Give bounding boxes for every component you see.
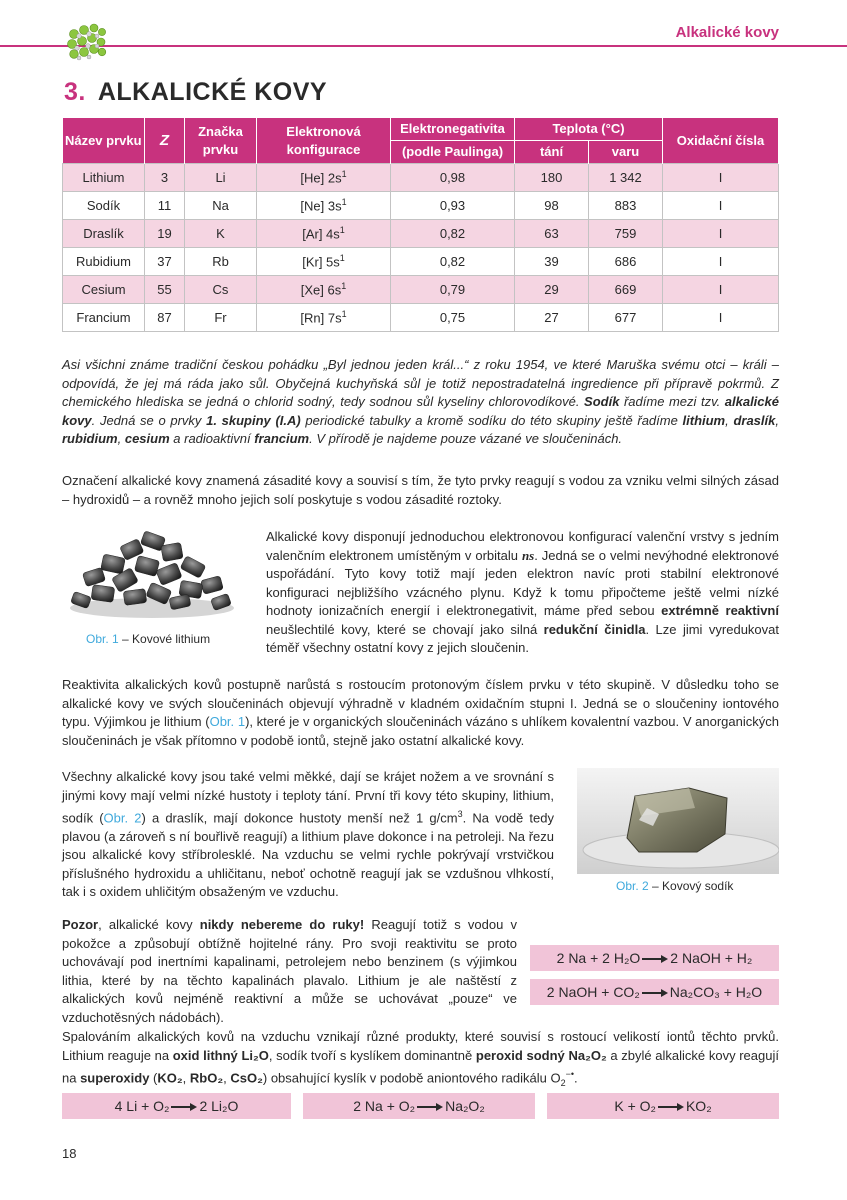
- cell-symbol: K: [185, 220, 257, 248]
- col-z: Z: [145, 118, 185, 164]
- col-name: Název prvku: [63, 118, 145, 164]
- warning-paragraph: Pozor, alkalické kovy nikdy nebereme do ruky! Reagují totiž s vodou v pokožce a způsobují obtížně hojitelné rány. Pro svoji reaktivitu se proto uchovávají pod inertními kapalinami, petrolejem nebo benzinem (s výjimkou lithia, které by na těchto kapalinách plavalo. Lithium je ale naštěstí z alkalických kovů nejméně reaktivní a může se uchovávat „pouze“ ve vzduchotěsných nádobách).: [62, 917, 517, 1025]
- chapter-heading: ALKALICKÉ KOVY: [97, 78, 328, 106]
- cell-config: [Xe] $6s^1$: [257, 276, 391, 304]
- table-row: [63, 248, 779, 276]
- cell-z: 3: [145, 164, 185, 192]
- col-melt: tání: [515, 141, 589, 164]
- col-ox: Oxidační čísla: [663, 118, 779, 164]
- equation-lithium-oxygen: 4 Li + O₂ 2 Li₂O: [62, 1093, 291, 1119]
- page-number: 18: [62, 1146, 77, 1161]
- cell-symbol: Rb: [185, 248, 257, 276]
- cell-boil: 1 342: [589, 164, 663, 192]
- cell-ox: I: [663, 276, 779, 304]
- crystal-lattice-icon: [64, 22, 108, 62]
- reaction-arrow-icon: [171, 1103, 197, 1111]
- equation-sodium-water: 2 Na + 2 H₂O 2 NaOH + H₂: [530, 945, 779, 971]
- chapter-title: [64, 78, 327, 107]
- reaction-arrow-icon: [642, 989, 668, 997]
- cell-config: [Rn] $7s^1$: [257, 304, 391, 332]
- cell-z: 19: [145, 220, 185, 248]
- cell-ox: I: [663, 248, 779, 276]
- lithium-photo: [62, 520, 242, 620]
- cell-melt: 63: [515, 220, 589, 248]
- col-temp: Teplota (°C): [515, 118, 663, 141]
- cell-boil: 759: [589, 220, 663, 248]
- cell-ox: I: [663, 192, 779, 220]
- figure-2-link[interactable]: Obr. 2: [103, 810, 142, 826]
- col-boil: varu: [589, 141, 663, 164]
- cell-name: Rubidium: [63, 248, 145, 276]
- col-en-sub: (podle Paulinga): [391, 141, 515, 164]
- col-config: Elektronová konfigurace: [257, 118, 391, 164]
- table-row: [63, 276, 779, 304]
- cell-melt: 27: [515, 304, 589, 332]
- combustion-paragraph: Spalováním alkalických kovů na vzduchu vznikají různé produkty, které souvisí s rostoucí velikostí iontů těchto prvků. Lithium reaguje na oxid lithný Li₂O, sodík tvoří s kyslíkem dominantně peroxid sodný Na₂O₂ a zbylé alkalické kovy reagují na superoxidy (KO₂, RbO₂, CsO₂) obsahující kyslík v podobě aniontového radikálu $O_2^{-•}$.: [62, 1029, 779, 1088]
- cell-ox: I: [663, 164, 779, 192]
- alkali-metals-table: [62, 118, 779, 332]
- table-row: [63, 192, 779, 220]
- cell-boil: 677: [589, 304, 663, 332]
- cell-en: 0,75: [391, 304, 515, 332]
- figure-1-caption: Obr. 1 – Kovové lithium: [86, 632, 211, 646]
- equation-sodium-oxygen: 2 Na + O₂ Na₂O₂: [303, 1093, 535, 1119]
- col-symbol: Značka prvku: [185, 118, 257, 164]
- cell-boil: 686: [589, 248, 663, 276]
- cell-ox: I: [663, 304, 779, 332]
- electron-config-paragraph: Alkalické kovy disponují jednoduchou elektronovou konfigurací valenční vrstvy s jedním valenčním elektronem umístěným v orbitalu ns. Jedná se o velmi nevýhodné elektronové uspořádání. Tyto kovy totiž mají jeden elektron navíc proti stabilní elektronové konfiguraci nejbližšího vzácného plynu. Když k tomu připočteme ještě velmi nízké hodnoty ionizačních energií i elektronegativit, máme před sebou extrémně reaktivní neušlechtilé kovy, které se chovají jako silná redukční činidla. Lze jimi vyredukovat téměř všechny ostatní kovy z jejich sloučenin.: [266, 529, 779, 655]
- cell-boil: 883: [589, 192, 663, 220]
- table-row: [63, 164, 779, 192]
- chapter-number: 3.: [64, 78, 86, 106]
- cell-z: 37: [145, 248, 185, 276]
- cell-melt: 98: [515, 192, 589, 220]
- cell-config: [Ne] $3s^1$: [257, 192, 391, 220]
- intro-paragraph: Asi všichni známe tradiční českou pohádku „Byl jednou jeden král...“ z roku 1954, ve které Maruška svému otci – králi – odpovídá, že jej má ráda jako sůl. Obyčejná kuchyňská sůl je totiž nepostradatelná ingredience při přípravě pokrmů. Z chemického hlediska se jedná o chlorid sodný, tedy sodnou sůl kyseliny chlorovodíkové. Sodík řadíme mezi tzv. alkalické kovy. Jedná se o prvky 1. skupiny (I.A) periodické tabulky a kromě sodíku do této skupiny ještě řadíme lithium, draslík, rubidium, cesium a radioaktivní francium. V přírodě je najdeme pouze vázané ve sloučeninách.: [62, 357, 779, 446]
- cell-config: [Ar] $4s^1$: [257, 220, 391, 248]
- reaction-arrow-icon: [658, 1103, 684, 1111]
- cell-name: Sodík: [63, 192, 145, 220]
- cell-z: 11: [145, 192, 185, 220]
- table-row: [63, 304, 779, 332]
- cell-name: Lithium: [63, 164, 145, 192]
- cell-z: 55: [145, 276, 185, 304]
- properties-paragraph: Všechny alkalické kovy jsou také velmi měkké, dají se krájet nožem a ve srovnání s jinými kovy mají velmi nízké hustoty i teploty tání. První tři kovy této skupiny, lithium, sodík (Obr. 2) a draslík, mají dokonce hustoty menší než 1 $g/cm^3$. Na vodě tedy plavou (a zároveň s ní bouřlivě reagují) a lithium plave dokonce i na petroleji. Na řezu jsou alkalické kovy stříbrolesklé. Na vzduchu se velmi rychle pokrývají vrstvičkou příslušného hydroxidu a uhličitanu, neboť ochotně reagují jak se vzdušnou vlhkostí, tak i s oxidem uhličitým obsaženým ve vzduchu.: [62, 769, 554, 900]
- cell-en: 0,98: [391, 164, 515, 192]
- figure-1-link[interactable]: Obr. 1: [209, 714, 246, 729]
- reaction-arrow-icon: [417, 1103, 443, 1111]
- cell-name: Draslík: [63, 220, 145, 248]
- cell-z: 87: [145, 304, 185, 332]
- cell-name: Cesium: [63, 276, 145, 304]
- reaction-arrow-icon: [642, 955, 668, 963]
- cell-boil: 669: [589, 276, 663, 304]
- figure-2-caption: Obr. 2 – Kovový sodík: [616, 879, 734, 893]
- cell-en: 0,82: [391, 220, 515, 248]
- equation-potassium-oxygen: K + O₂ KO₂: [547, 1093, 779, 1119]
- definition-paragraph: Označení alkalické kovy znamená zásadité kovy a souvisí s tím, že tyto prvky reagují s vodou za vzniku velmi silných zásad – hydroxidů – a rovněž mnoho jejich solí poskytuje s vodou zásadité roztoky.: [62, 473, 779, 507]
- cell-melt: 180: [515, 164, 589, 192]
- reactivity-paragraph: Reaktivita alkalických kovů postupně narůstá s rostoucím protonovým číslem prvku v této skupině. V důsledku toho se alkalické kovy ve svých sloučeninách objevují výhradně v kladném oxidačním stupni I. Jedná se o sloučeniny iontového typu. Výjimkou je lithium (Obr. 1), které je v organických sloučeninách vázáno s uhlíkem kovalentní vazbou. V anorganických sloučeninách je však přítomno v podobě iontů, stejně jako ostatní alkalické kovy.: [62, 677, 779, 748]
- table-row: [63, 220, 779, 248]
- cell-en: 0,82: [391, 248, 515, 276]
- cell-symbol: Cs: [185, 276, 257, 304]
- sodium-photo: [577, 768, 779, 874]
- running-header: Alkalické kovy: [662, 24, 779, 41]
- cell-melt: 29: [515, 276, 589, 304]
- cell-config: [Kr] $5s^1$: [257, 248, 391, 276]
- cell-ox: I: [663, 220, 779, 248]
- cell-config: [He] $2s^1$: [257, 164, 391, 192]
- cell-melt: 39: [515, 248, 589, 276]
- equation-hydroxide-co2: 2 NaOH + CO₂ Na₂CO₃ + H₂O: [530, 979, 779, 1005]
- col-en: Elektronegativita: [391, 118, 515, 141]
- cell-en: 0,93: [391, 192, 515, 220]
- cell-en: 0,79: [391, 276, 515, 304]
- cell-symbol: Na: [185, 192, 257, 220]
- cell-name: Francium: [63, 304, 145, 332]
- cell-symbol: Li: [185, 164, 257, 192]
- cell-symbol: Fr: [185, 304, 257, 332]
- header-rule: [0, 45, 847, 47]
